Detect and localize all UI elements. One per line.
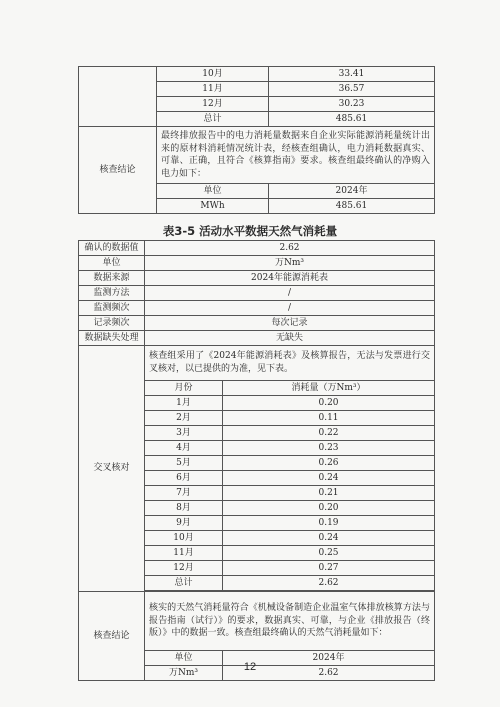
field-label: 单位 [79,256,145,271]
table-row [79,286,435,301]
conclusion-text: 最终排放报告中的电力消耗量数据来自企业实际能源消耗量统计出来的原材料消耗情况统计表，经核查组确认，电力消耗数据真实、可靠、正确，且符合《核算指南》要求。核查组最终确认的净购入电力如下： [157,127,435,184]
electricity-table [78,66,435,214]
field-value: / [145,301,435,316]
month-cell: 3月 [145,426,223,441]
table-row [79,271,435,286]
table-row [79,331,435,346]
month-cell: 9月 [145,516,223,531]
table-row [79,241,435,256]
table-row [79,346,435,381]
natural-gas-table [78,240,435,681]
table-row [79,127,435,184]
month-cell: 8月 [145,501,223,516]
year-header: 2024年 [223,651,435,666]
value-cell: 0.26 [223,456,435,471]
table-row [79,301,435,316]
field-label: 监测方法 [79,286,145,301]
value-cell: 0.22 [223,426,435,441]
consumption-header: 消耗量（万Nm³） [223,381,435,396]
field-value: / [145,286,435,301]
value-cell: 33.41 [269,67,435,82]
field-label: 数据缺失处理 [79,331,145,346]
cross-check-text: 核查组采用了《2024年能源消耗表》及核算报告，无法与发票进行交叉核对，以已提供的为准，见下表。 [145,346,435,381]
final-value: 485.61 [269,199,435,214]
field-value: 2024年能源消耗表 [145,271,435,286]
table-row [79,256,435,271]
value-cell: 0.24 [223,471,435,486]
value-cell: 0.25 [223,546,435,561]
value-cell: 0.23 [223,441,435,456]
month-cell: 10月 [145,531,223,546]
unit-header: 单位 [157,184,269,199]
blank-cell [79,67,157,127]
value-cell: 0.19 [223,516,435,531]
unit-cell: MWh [157,199,269,214]
value-cell: 36.57 [269,82,435,97]
table-row [79,316,435,331]
month-cell: 12月 [157,97,269,112]
page-number: 12 [243,661,257,673]
month-cell: 7月 [145,486,223,501]
value-cell: 0.11 [223,411,435,426]
conclusion-label: 核查结论 [79,592,145,681]
total-value: 2.62 [223,576,435,591]
month-cell: 11月 [157,82,269,97]
month-cell: 4月 [145,441,223,456]
table-title: 表3-5 活动水平数据天然气消耗量 [162,224,338,238]
table-row [79,592,435,651]
value-cell: 30.23 [269,97,435,112]
value-cell: 0.21 [223,486,435,501]
total-value: 485.61 [269,112,435,127]
cross-check-label: 交叉核对 [79,346,145,592]
field-value: 每次记录 [145,316,435,331]
value-cell: 0.27 [223,561,435,576]
value-cell: 0.20 [223,501,435,516]
conclusion-label: 核查结论 [79,127,157,214]
total-label: 总计 [157,112,269,127]
month-cell: 12月 [145,561,223,576]
conclusion-text: 核实的天然气消耗量符合《机械设备制造企业温室气体排放核算方法与报告指南（试行）》的要求，数据真实、可靠，与企业《排放报告（终版）》中的数据一致。核查组最终确认的天然气消耗量如下： [145,592,435,651]
unit-cell: 万Nm³ [145,666,223,681]
value-cell: 0.24 [223,531,435,546]
month-cell: 10月 [157,67,269,82]
field-label: 确认的数据值 [79,241,145,256]
field-label: 监测频次 [79,301,145,316]
month-cell: 5月 [145,456,223,471]
month-cell: 11月 [145,546,223,561]
final-value: 2.62 [223,666,435,681]
table-row [79,67,435,82]
value-cell: 0.20 [223,396,435,411]
total-label: 总计 [145,576,223,591]
field-value: 无缺失 [145,331,435,346]
month-header: 月份 [145,381,223,396]
year-header: 2024年 [269,184,435,199]
field-label: 数据来源 [79,271,145,286]
month-cell: 1月 [145,396,223,411]
month-cell: 2月 [145,411,223,426]
field-label: 记录频次 [79,316,145,331]
field-value: 万Nm³ [145,256,435,271]
unit-header: 单位 [145,651,223,666]
month-cell: 6月 [145,471,223,486]
field-value: 2.62 [145,241,435,256]
